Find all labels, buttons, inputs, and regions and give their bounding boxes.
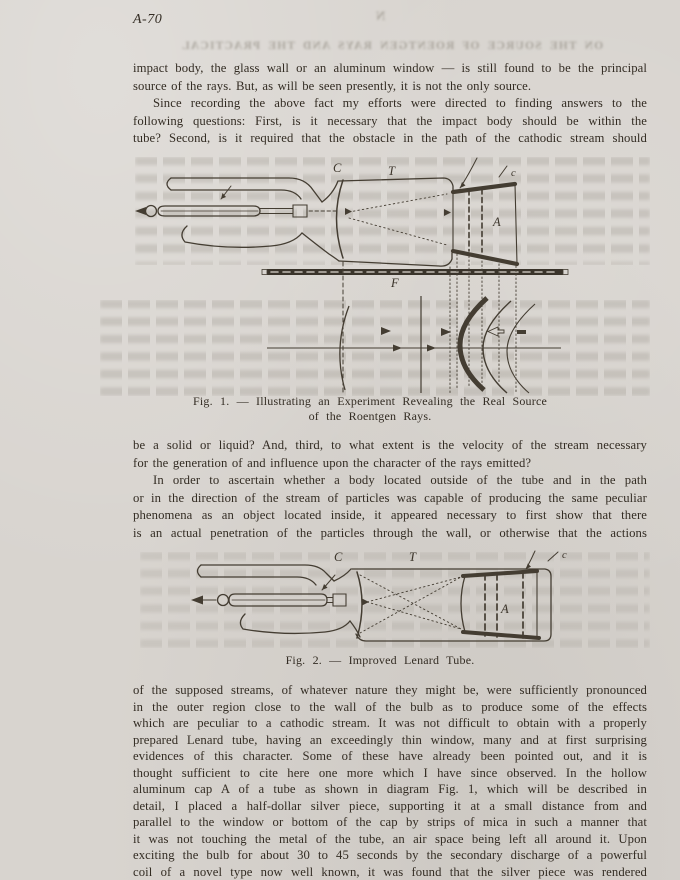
- figure-2-diagram: [185, 548, 585, 648]
- text-line: tube? Second, is it required that the obstacle in the path of the cathodic stream should: [133, 131, 647, 145]
- text-line: of the supposed streams, of whatever nature they might be, were sufficiently pronounced: [133, 683, 647, 697]
- text-line: coil of a novel type now well known, it was found that the silver piece was rendered: [133, 865, 647, 880]
- paragraph-block-1: [133, 60, 647, 148]
- fig1-label-screen: F: [391, 276, 399, 290]
- fig1-ray-trace: [267, 296, 561, 393]
- text-line: source of the rays. But, as will be seen presently, it is not the only source.: [133, 78, 532, 93]
- text-line: detail, I placed a half-dollar silver piece, supporting it at a small distance from and: [133, 798, 647, 813]
- fig1-label-window: c: [511, 168, 516, 179]
- figure-1-caption: [60, 394, 680, 424]
- fig1-tube-outline: [135, 158, 568, 393]
- fig2-label-cap: A: [501, 602, 509, 616]
- text-line: In order to ascertain whether a body located outside of the tube and in the path: [153, 473, 647, 487]
- text-line: parallel to the window or bottom of the cap by strips of mica in such a manner that: [133, 815, 647, 830]
- figure-2-caption: [80, 653, 680, 668]
- fig1-label-tube: T: [388, 164, 395, 178]
- text-line: for the generation of and influence upon the character of the rays emitted?: [133, 455, 532, 470]
- paragraph-block-3: [133, 682, 647, 880]
- text-line: following questions: First, is it necessary that the impact body should be within the: [133, 113, 647, 128]
- text-line: aluminum cap A of a tube as shown in diagram Fig. 1, which will be described in: [133, 782, 647, 797]
- text-line: thought sufficient to cite here one more which I have since observed. In the hollow: [133, 765, 647, 780]
- bleed-corner-mark: N: [376, 8, 386, 23]
- text-line: phenomena as an object located inside, it appeared necessary to first show that there: [133, 508, 647, 522]
- text-line: Since recording the above fact my efforts were directed to finding answers to the: [153, 96, 647, 110]
- bleed-through-title: ON THE SOURCE OF ROENTGEN RAYS AND THE PRACTICAL: [180, 40, 604, 52]
- fig1-label-bulb: C: [333, 161, 342, 175]
- text-line: impact body, the glass wall or an aluminum window — is still found to be the principal: [133, 61, 647, 75]
- fig2-label-tube: T: [409, 550, 416, 564]
- page-number: A-70: [133, 12, 163, 27]
- text-line: is an actual penetration of the particles through the wall, or otherwise that the actions: [133, 525, 647, 540]
- figure-1-diagram: [125, 150, 585, 395]
- fig2-label-window: c: [562, 550, 567, 561]
- text-line: evidences of this character. Some of these have already been pointed out, and it is: [133, 749, 647, 764]
- caption-line: Fig. 2. — Improved Lenard Tube.: [285, 653, 475, 667]
- text-line: prepared Lenard tube, having an exceedingly thin window, many and at first surprising: [133, 732, 647, 747]
- caption-line: Fig. 1. — Illustrating an Experiment Revealing the Real Source: [193, 394, 547, 408]
- fig2-label-bulb: C: [334, 550, 343, 564]
- text-line: it was not touching the metal of the tube, an air space being left all around it. Upon: [133, 831, 647, 846]
- text-line: which are peculiar to a cathodic stream. It was not difficult to obtain with a properly: [133, 716, 647, 731]
- caption-line: of the Roentgen Rays.: [308, 409, 432, 423]
- text-line: exciting the bulb for about 30 to 45 seconds by the secondary discharge of a powerful: [133, 848, 647, 863]
- fig1-label-cap: A: [493, 215, 501, 229]
- text-line: be a solid or liquid? And, third, to what extent is the velocity of the stream necessary: [133, 438, 647, 452]
- text-line: in the outer region close to the wall of the bulb as to produce some of the effects: [133, 699, 647, 714]
- paragraph-block-2: [133, 437, 647, 542]
- fig2-tube-outline: [191, 551, 558, 641]
- text-line: or in the direction of the stream of particles was capable of producing the same peculiar: [133, 490, 647, 505]
